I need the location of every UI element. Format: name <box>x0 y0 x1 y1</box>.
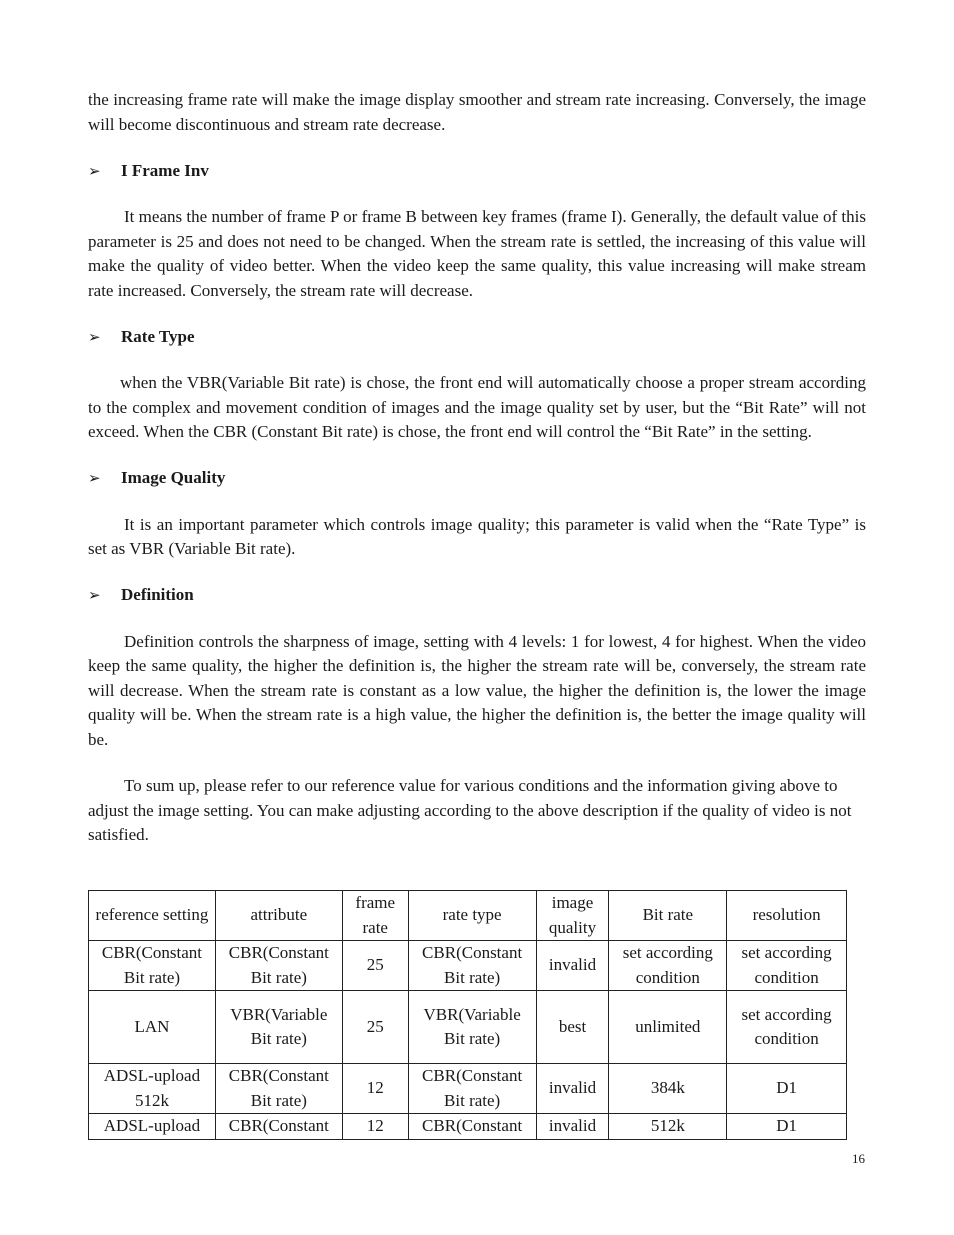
table-cell: 25 <box>342 991 408 1064</box>
section-heading-rate-type <box>88 325 866 349</box>
section-paragraph-definition: Definition controls the sharpness of image, setting with 4 levels: 1 for lowest, 4 for highest. When the video keep the same quality, the higher the definition is, the higher the stream rate will be, conversely, the stream rate will decrease. When the stream rate is constant as a low value, the higher the definition is, the lower the image quality will be. When the stream rate is a high value, the higher the definition is, the better the image quality will be. <box>88 631 866 749</box>
table-cell: CBR(Constant Bit rate) <box>215 941 342 991</box>
table-row <box>89 941 847 991</box>
table-cell: CBR(Constant Bit rate) <box>408 941 536 991</box>
table-cell: D1 <box>727 1064 847 1114</box>
page-content <box>88 88 866 848</box>
table-header-cell: Bit rate <box>609 891 727 941</box>
table-cell: invalid <box>536 941 609 991</box>
arrow-bullet-icon: ➢ <box>88 586 101 605</box>
table-cell: ADSL-upload <box>89 1114 216 1140</box>
section-title: I Frame Inv <box>121 160 209 180</box>
table-cell: 12 <box>342 1064 408 1114</box>
table-cell: unlimited <box>609 991 727 1064</box>
arrow-bullet-icon: ➢ <box>88 327 101 346</box>
table-row <box>89 991 847 1064</box>
arrow-bullet-icon: ➢ <box>88 469 101 488</box>
intro-paragraph: the increasing frame rate will make the image display smoother and stream rate increasing. Conversely, the image will become discontinuous and stream rate decrease. <box>88 90 866 134</box>
page-number: 16 <box>852 1151 865 1166</box>
section-heading-i-frame-inv <box>88 159 866 183</box>
section-title: Definition <box>121 585 194 605</box>
table-cell: set according condition <box>727 941 847 991</box>
reference-settings-table <box>88 890 847 1140</box>
table-cell: invalid <box>536 1064 609 1114</box>
table-cell: best <box>536 991 609 1064</box>
table-cell: CBR(Constant <box>215 1114 342 1140</box>
table-cell: D1 <box>727 1114 847 1140</box>
table-cell: set according condition <box>727 991 847 1064</box>
table-cell: LAN <box>89 991 216 1064</box>
table-cell: VBR(Variable Bit rate) <box>215 991 342 1064</box>
table-cell: CBR(Constant Bit rate) <box>215 1064 342 1114</box>
table-cell: 25 <box>342 941 408 991</box>
table-header-row <box>89 891 847 941</box>
section-paragraph-rate-type: when the VBR(Variable Bit rate) is chose, the front end will automatically choose a proper stream according to the complex and movement condition of images and the image quality set by user, but the “Bit Rate” will not exceed. When the CBR (Constant Bit rate) is chose, the front end will control the “Bit Rate” in the setting. <box>88 373 866 441</box>
table-cell: CBR(Constant <box>408 1114 536 1140</box>
table-header-cell: resolution <box>727 891 847 941</box>
arrow-bullet-icon: ➢ <box>88 161 101 180</box>
table-row <box>89 1064 847 1114</box>
table-cell: set according condition <box>609 941 727 991</box>
table-cell: 512k <box>609 1114 727 1140</box>
table-cell: ADSL-upload 512k <box>89 1064 216 1114</box>
section-paragraph-image-quality: It is an important parameter which controls image quality; this parameter is valid when the “Rate Type” is set as VBR (Variable Bit rate). <box>88 514 866 558</box>
table-header-cell: attribute <box>215 891 342 941</box>
table-header-cell: frame rate <box>342 891 408 941</box>
section-paragraph-i-frame-inv: It means the number of frame P or frame B between key frames (frame I). Generally, the default value of this parameter is 25 and does not need to be changed. When the stream rate is settled, the increasing of this value will make the quality of video better. When the video keep the same quality, this value increasing will make stream rate increased. Conversely, the stream rate will decrease. <box>88 207 866 300</box>
table-cell: 12 <box>342 1114 408 1140</box>
table-cell: invalid <box>536 1114 609 1140</box>
section-title: Image Quality <box>121 468 226 488</box>
table-cell: CBR(Constant Bit rate) <box>408 1064 536 1114</box>
section-title: Rate Type <box>121 326 195 346</box>
table-row <box>89 1114 847 1140</box>
table-header-cell: image quality <box>536 891 609 941</box>
table-header-cell: reference setting <box>89 891 216 941</box>
table-cell: 384k <box>609 1064 727 1114</box>
section-heading-definition <box>88 584 866 608</box>
summary-paragraph: To sum up, please refer to our reference value for various conditions and the information giving above to adjust the image setting. You can make adjusting according to the above description if the quality of video is not satisfied. <box>88 776 852 844</box>
section-heading-image-quality <box>88 467 866 491</box>
table-cell: CBR(Constant Bit rate) <box>89 941 216 991</box>
table-cell: VBR(Variable Bit rate) <box>408 991 536 1064</box>
table-header-cell: rate type <box>408 891 536 941</box>
